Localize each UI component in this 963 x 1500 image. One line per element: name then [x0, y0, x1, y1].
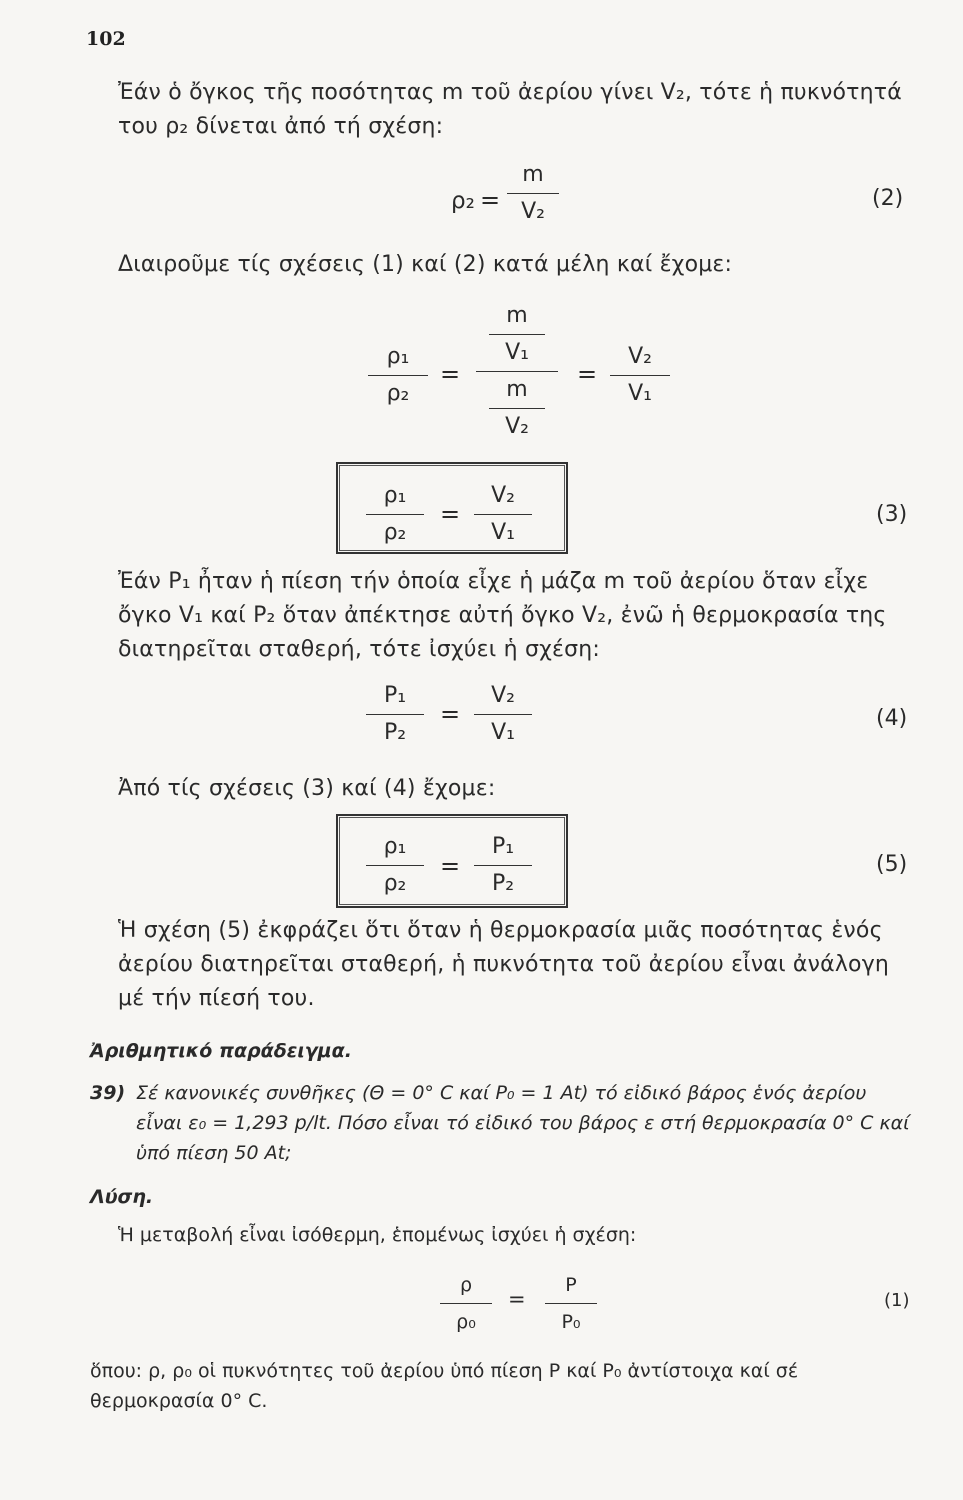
eq4-rhs-fraction	[474, 681, 532, 748]
eq2-number: (2)	[872, 186, 904, 211]
eq1b-lhs-num: ρ	[459, 1274, 473, 1296]
fraction-bar	[489, 408, 545, 409]
eqdiv-lhs-num: ρ₁	[386, 344, 410, 369]
eqdiv-top-fraction	[489, 301, 545, 368]
example-number: 39)	[90, 1082, 126, 1104]
eq2-den: V₂	[521, 199, 545, 224]
fraction-bar	[366, 514, 424, 515]
eqdiv-rhs-num: V₂	[628, 344, 652, 369]
paragraph-conclusion-text: Ἡ σχέση (5) ἐκφράζει ὅτι ὅταν ἡ θερμοκρασία μιᾶς ποσότητας ἑνός ἀερίου διατηρεῖται σταθερή, ἡ πυκνότητα τοῦ ἀερίου εἶναι ἀνάλογη μέ τήν πίεσή του.	[118, 918, 890, 1011]
eq2-lhs: ρ₂	[451, 188, 475, 214]
numerical-example-heading: Ἀριθμητικό παράδειγμα.	[90, 1040, 352, 1062]
eq1b-equals: =	[508, 1287, 526, 1311]
solution-intro: Ἡ μεταβολή εἶναι ἰσόθερμη, ἑπομένως ἰσχύει ἡ σχέση:	[118, 1224, 637, 1246]
fraction-bar	[368, 375, 428, 376]
eq3-lhs-num: ρ₁	[383, 483, 407, 508]
solution-heading: Λύση.	[90, 1186, 154, 1208]
eq3-equals: =	[440, 500, 461, 528]
eqdiv-bottom-den: V₂	[505, 414, 529, 439]
eqdiv-rhs-fraction	[610, 342, 670, 409]
eq3-lhs-den: ρ₂	[383, 520, 407, 545]
fraction-bar	[366, 865, 424, 866]
eq3-lhs-fraction	[366, 481, 424, 548]
eq2-equals: =	[480, 186, 501, 214]
eq5-lhs-fraction	[366, 832, 424, 899]
paragraph-pressure-text: Ἐάν P₁ ἦταν ἡ πίεση τήν ὁποία εἶχε ἡ μάζα m τοῦ ἀερίου ὅταν εἶχε ὄγκο V₁ καί P₂ ὅταν ἀπέκτησε αὐτή ὄγκο V₂, ἐνῶ ἡ θερμοκρασία της διατηρεῖται σταθερή, τότε ἰσχύει ἡ σχέση:	[118, 569, 887, 662]
eq5-lhs-num: ρ₁	[383, 834, 407, 859]
fraction-bar	[474, 714, 532, 715]
eq1b-lhs-fraction	[440, 1270, 492, 1337]
eqdiv-bottom-num: m	[506, 377, 528, 402]
fraction-bar	[545, 1303, 597, 1304]
fraction-bar	[489, 334, 545, 335]
eq3-rhs-den: V₁	[491, 520, 515, 545]
eq1b-rhs-fraction	[545, 1270, 597, 1337]
eq3-rhs-fraction	[474, 481, 532, 548]
page-number: 102	[86, 28, 126, 50]
eqdiv-lhs-den: ρ₂	[386, 381, 410, 406]
eq3-number: (3)	[876, 502, 908, 527]
paragraph-pressure	[88, 565, 913, 667]
paragraph-intro	[88, 76, 913, 144]
eq5-rhs-fraction	[474, 832, 532, 899]
eq5-equals: =	[440, 852, 461, 880]
eq4-lhs-num: P₁	[383, 683, 407, 708]
paragraph-from-relations-text: Ἀπό τίς σχέσεις (3) καί (4) ἔχομε:	[118, 776, 496, 801]
fraction-bar	[474, 865, 532, 866]
fraction-bar	[610, 375, 670, 376]
eqdiv-equals-2: =	[577, 360, 598, 388]
eq4-rhs-num: V₂	[491, 683, 515, 708]
eqdiv-top-den: V₁	[505, 340, 529, 365]
eq1b-rhs-num: P	[565, 1274, 577, 1296]
eq5-rhs-num: P₁	[491, 834, 515, 859]
eq2-num: m	[522, 162, 544, 187]
where-explanation: ὅπου: ρ, ρ₀ οἱ πυκνότητες τοῦ ἀερίου ὑπό πίεση P καί P₀ ἀντίστοιχα καί σέ θερμοκρασία 0° C.	[90, 1360, 799, 1412]
eq4-lhs-fraction	[366, 681, 424, 748]
eqdiv-bottom-fraction	[489, 375, 545, 442]
eq5-number: (5)	[876, 852, 908, 877]
eq2-fraction	[507, 160, 559, 227]
eq1b-lhs-den: ρ₀	[456, 1311, 476, 1333]
paragraph-intro-text: Ἐάν ὁ ὄγκος τῆς ποσότητας m τοῦ ἀερίου γίνει V₂, τότε ἡ πυκνότητά του ρ₂ δίνεται ἀπό τή σχέση:	[118, 80, 902, 139]
eq5-lhs-den: ρ₂	[383, 871, 407, 896]
paragraph-divide-text: Διαιροῦμε τίς σχέσεις (1) καί (2) κατά μέλη καί ἔχομε:	[118, 252, 733, 277]
eq4-rhs-den: V₁	[491, 720, 515, 745]
eqdiv-lhs-fraction	[368, 342, 428, 409]
eqdiv-equals-1: =	[440, 360, 461, 388]
example-text: Σέ κανονικές συνθῆκες (Θ = 0° C καί P₀ = 1 At) τό εἰδικό βάρος ἑνός ἀερίου εἶναι ε₀ = 1,293 p/lt. Πόσο εἶναι τό εἰδικό του βάρος ε στή θερμοκρασία 0° C καί ὑπό πίεση 50 At;	[136, 1082, 910, 1164]
eqdiv-compound-fraction	[476, 301, 558, 442]
eq3-rhs-num: V₂	[491, 483, 515, 508]
eq5-rhs-den: P₂	[491, 871, 515, 896]
paragraph-from-relations	[88, 772, 913, 806]
fraction-bar	[507, 193, 559, 194]
paragraph-divide	[88, 248, 913, 282]
eqdiv-top-num: m	[506, 303, 528, 328]
fraction-bar	[474, 514, 532, 515]
paragraph-conclusion	[88, 914, 913, 1016]
eqdiv-rhs-den: V₁	[628, 381, 652, 406]
fraction-bar	[366, 714, 424, 715]
eq4-equals: =	[440, 700, 461, 728]
eq1b-number: (1)	[884, 1290, 910, 1311]
eq1b-rhs-den: P₀	[561, 1311, 581, 1333]
fraction-bar	[440, 1303, 492, 1304]
eq4-number: (4)	[876, 706, 908, 731]
main-fraction-bar	[476, 371, 558, 372]
eq4-lhs-den: P₂	[383, 720, 407, 745]
